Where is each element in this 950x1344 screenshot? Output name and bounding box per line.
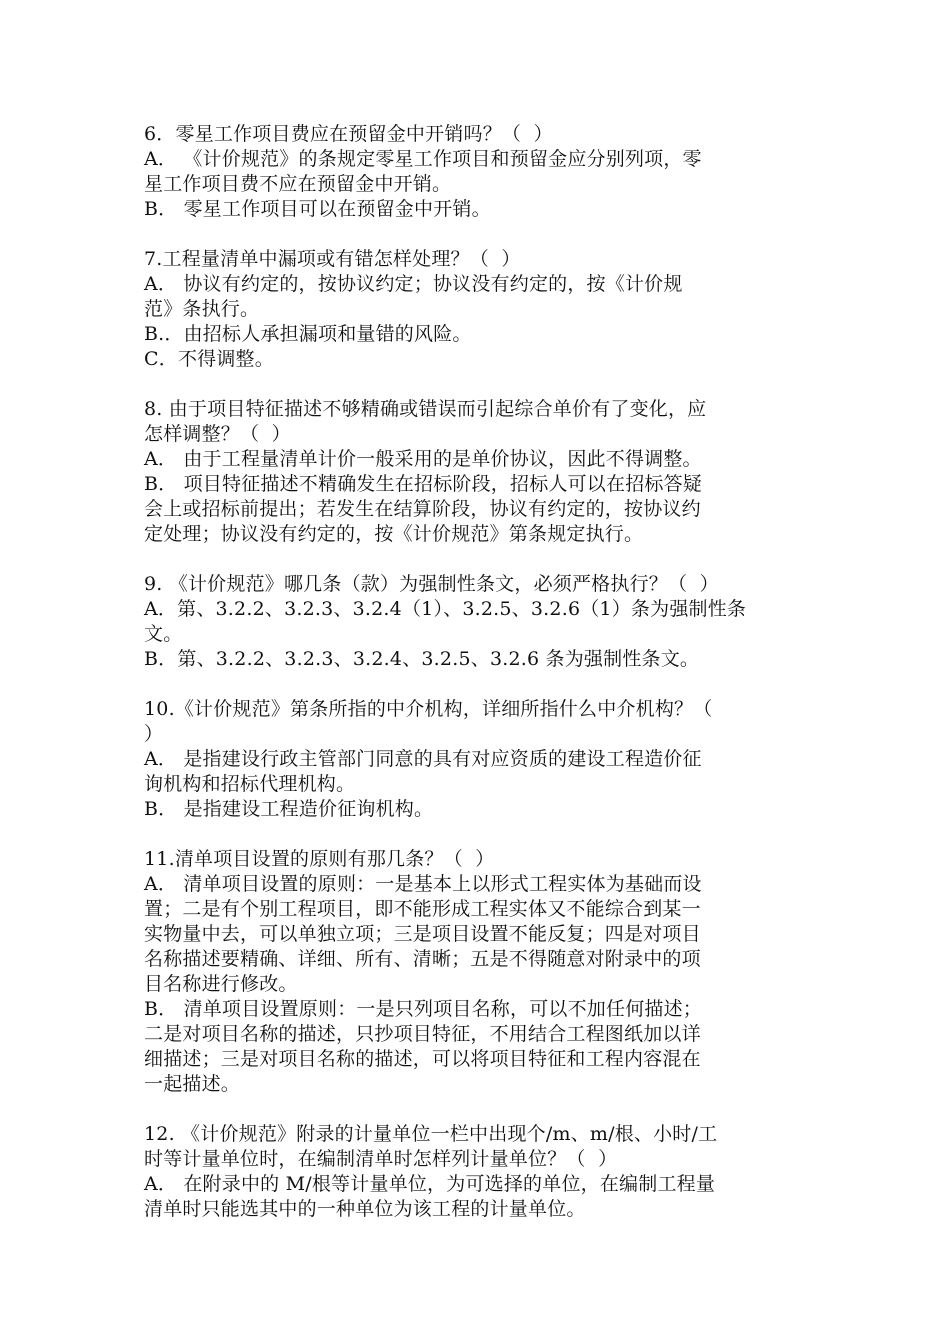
question-text: 7.工程量清单中漏项或有错怎样处理？（ ） [144,248,521,270]
question-text: 10.《计价规范》第条所指的中介机构，详细所指什么中介机构？（ [144,698,713,720]
answer-text-line: A． 清单项目设置的原则：一是基本上以形式工程实体为基础而设 [144,873,702,895]
answer-text-line: 名称描述要精确、详细、所有、清晰；五是不得随意对附录中的项 [144,948,701,970]
answer-text-line: 星工作项目费不应在预留金中开销。 [144,173,452,195]
answer-text-line: 二是对项目名称的描述，只抄项目特征，不用结合工程图纸加以详 [144,1023,701,1045]
answer-text-line: A．第、3.2.2、3.2.3、3.2.4（1）、3.2.5、3.2.6（1）条为强制性条 [144,598,747,620]
answer-text-line: 怎样调整？（ ） [144,423,291,445]
answer-text-line: 置；二是有个别工程项目，即不能形成工程实体又不能综合到某一 [144,898,701,920]
answer-text-line: 范》条执行。 [144,298,260,320]
question-text: 12. 《计价规范》附录的计量单位一栏中出现个/m、m/根、小时/工 [144,1123,718,1145]
answer-text-line: B．第、3.2.2、3.2.3、3.2.4、3.2.5、3.2.6 条为强制性条文。 [144,648,700,670]
question-block [144,847,808,1097]
answer-text-line: 实物量中去，可以单独立项；三是项目设置不能反复；四是对项目 [144,923,701,945]
answer-text-line: 目名称进行修改。 [144,973,298,995]
answer-text-line: 会上或招标前提出；若发生在结算阶段，协议有约定的，按协议约 [144,498,701,520]
answer-text-line: A． 由于工程量清单计价一般采用的是单价协议，因此不得调整。 [144,448,702,470]
question-block [144,697,808,822]
answer-text-line: B． 零星工作项目可以在预留金中开销。 [144,198,491,220]
answer-text-line: ） [144,723,164,745]
answer-text-line: B.．由招标人承担漏项和量错的风险。 [144,323,472,345]
answer-text-line: A． 协议有约定的，按协议约定；协议没有约定的，按《计价规 [144,273,683,295]
answer-text-line: B． 清单项目设置原则：一是只列项目名称，可以不加任何描述； [144,998,703,1020]
answer-text-line: 细描述；三是对项目名称的描述，可以将项目特征和工程内容混在 [144,1048,701,1070]
answer-text-line: 询机构和招标代理机构。 [144,773,356,795]
answer-text-line: A． 是指建设行政主管部门同意的具有对应资质的建设工程造价征 [144,748,702,770]
answer-text-line: B． 是指建设工程造价征询机构。 [144,798,434,820]
question-text: 11.清单项目设置的原则有那几条？（ ） [144,848,495,870]
answer-text-line: A． 《计价规范》的条规定零星工作项目和预留金应分别列项，零 [144,148,702,170]
answer-text-line: A． 在附录中的 M/根等计量单位，为可选择的单位，在编制工程量 [144,1173,716,1195]
answer-text-line: 一起描述。 [144,1073,241,1095]
question-block [144,397,808,547]
question-block [144,122,808,222]
answer-text-line: 清单时只能选其中的一种单位为该工程的计量单位。 [144,1198,586,1220]
question-text: 8. 由于项目特征描述不够精确或错误而引起综合单价有了变化，应 [144,398,707,420]
question-block [144,1122,808,1222]
answer-text-line: 定处理；协议没有约定的，按《计价规范》第条规定执行。 [144,523,644,545]
answer-text-line: 文。 [144,623,183,645]
question-text: 9. 《计价规范》哪几条（款）为强制性条文，必须严格执行？（ ） [144,573,719,595]
question-text: 6．零星工作项目费应在预留金中开销吗？（ ） [144,123,553,145]
document-page [144,122,808,1247]
answer-text-line: 时等计量单位时，在编制清单时怎样列计量单位？（ ） [144,1148,618,1170]
answer-text-line: B． 项目特征描述不精确发生在招标阶段，招标人可以在招标答疑 [144,473,703,495]
answer-text-line: C．不得调整。 [144,348,274,370]
question-block [144,247,808,372]
question-block [144,572,808,672]
